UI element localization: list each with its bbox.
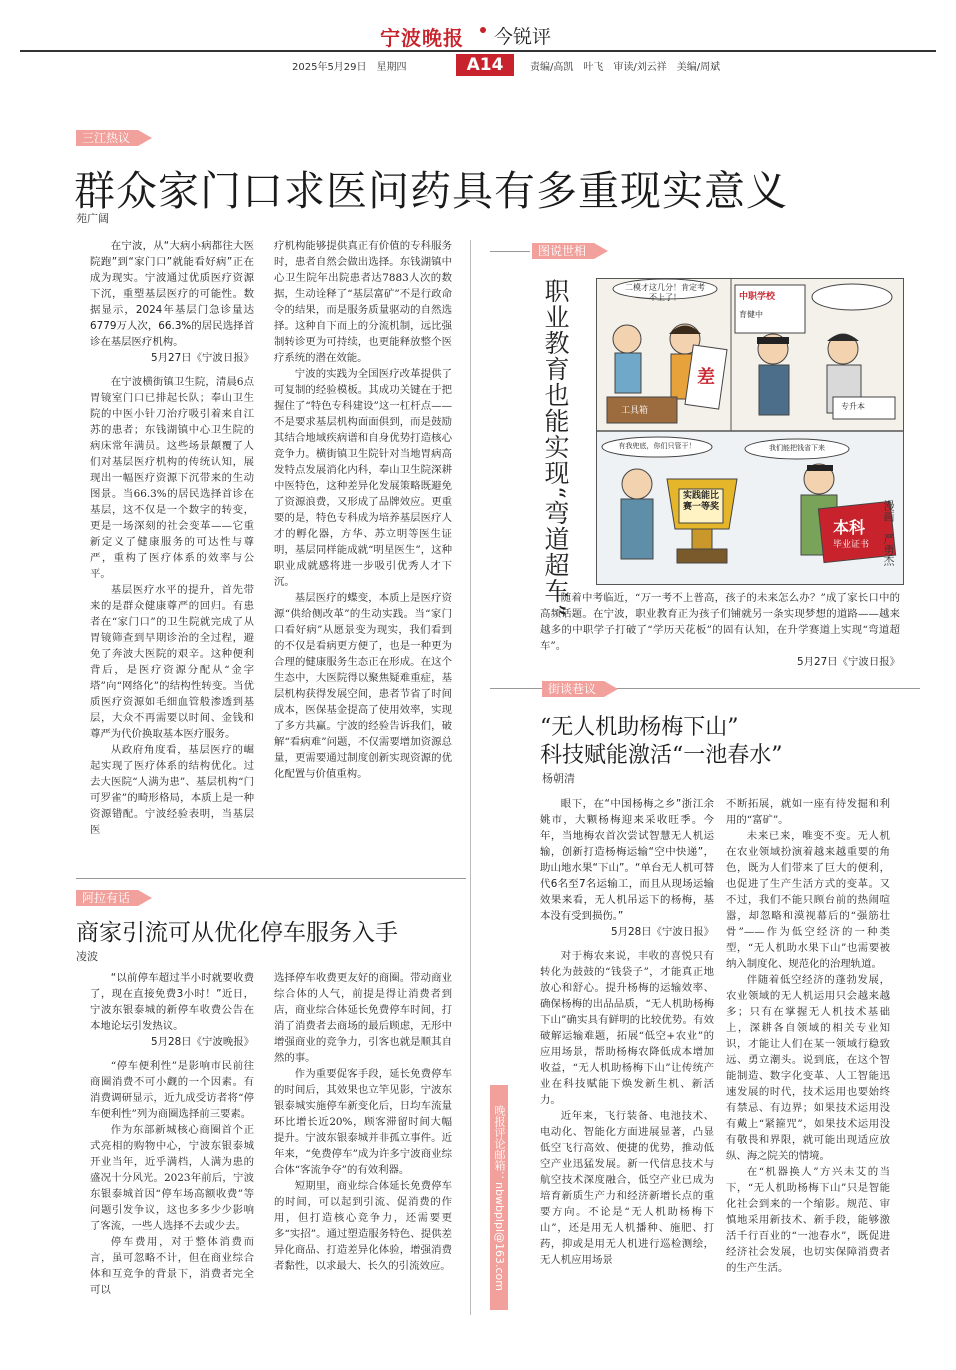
article1-paragraph: 宁波的实践为全国医疗改革提供了可复制的经验模板。其成功关键在于把握住了“特色专科建设”这一杠杆点——不是要求基层机构面面俱到，而是鼓励其结合地域疾病谱和自身优势打造核心竞争力。横街镇卫生院针对当地胃病高发特点发展消化内科，奉山卫生院深耕中医特色，这种差异化发展策略既避免了资源浪费，又形成了品牌效应。更重要的是，特色专科成为培养基层医疗人才的孵化器，方华、苏立明等医生证明，基层同样能成就“明星医生”，这种职业成就感将进一步吸引优秀人才下沉。 <box>274 368 452 588</box>
opinion-email-bar: 晚报评论邮箱：nbwbplpl@163.com <box>490 1085 508 1310</box>
cartoon-speech-1: 二模才这几分！肯定考不上了！ <box>625 283 705 302</box>
article2-paragraph: 对于梅农来说，丰收的喜悦只有转化为鼓鼓的“钱袋子”，才能真正地放心和舒心。提升杨梅的运输效率、确保杨梅的出品品质，“无人机助杨梅下山”确实具有鲜明的比较优势。有效破解运输难题，拓展“低空+农业”的应用场景，帮助杨梅农降低成本增加收益，“无人机助杨梅下山”让传统产业在科技赋能下焕发新生机、新活力。 <box>540 950 714 1106</box>
masthead-dot <box>480 27 486 33</box>
article2-paragraph: 近年来，飞行装备、电池技术、电动化、智能化方面进展显著，凸显低空飞行高效、便捷的优势，推动低空产业迅猛发展。新一代信息技术与航空技术深度融合，低空产业已成为培育新质生产力和经济新增长点的重要方向。不论是“无人机助杨梅下山”，还是用无人机播种、施肥、打药，抑或是用无人机进行巡检测绘，无人机应用场景 <box>540 1110 714 1266</box>
article2-lead: 眼下，在“中国杨梅之乡”浙江余姚市，大颗杨梅迎来采收旺季。今年，当地梅农首次尝试智慧无人机运输，创新打造杨梅运输“空中快递”，助山地水果“下山”。“单台无人机可替代6名至7名运输工，而且从现场运输效果来看，无人机吊运下的杨梅，基本没有受到损伤。” <box>540 798 714 922</box>
cartoon-school-sub: 育健中 <box>739 310 763 319</box>
article2-headline-line1: “无人机助杨梅下山” <box>540 715 739 740</box>
article1-column-1 <box>90 238 254 850</box>
article1-author: 苑广阔 <box>76 212 109 225</box>
article2-paragraph: 不断拓展，就如一座有待发掘和利用的“富矿”。 <box>726 798 890 826</box>
article2-author: 杨朝清 <box>542 772 575 785</box>
cartoon-speech-3: 我们能把钱省下来 <box>769 444 825 452</box>
column-name: 今锐评 <box>494 26 552 48</box>
article1-paragraph: 基层医疗的蝶变，本质上是医疗资源“供给侧改革”的生动实践。当“家门口看好病”从愿景变为现实，我们看到的不仅是看病更方便了，也是一种更为合理的健康服务生态正在形成。在这个生态中，大医院得以聚焦疑难重症，基层机构获得发展空间，患者节省了时间成本，医保基金提高了使用效率，实现了多方共赢。宁波的经验告诉我们，破解“看病难”问题，不仅需要增加资源总量，更需要通过制度创新实现资源的优化配置与价值重构。 <box>274 592 452 780</box>
section-tag-tushuo: 图说世相 <box>532 243 594 259</box>
cartoon-upgrade-label: 专升本 <box>841 402 865 411</box>
cartoon-illustration <box>596 278 904 585</box>
cartoon-source: 5月27日《宁波日报》 <box>797 656 900 668</box>
section-divider <box>76 878 466 879</box>
page-number: A14 <box>456 54 514 76</box>
article2-paragraph: 在“机器换人”方兴未艾的当下，“无人机助杨梅下山”只是智能化社会到来的一个缩影。规范、审慎地采用新技术、新手段，能够激活千行百业的“一池春水”，既促进经济社会发展，也切实保障消费者的生产生活。 <box>726 1166 890 1274</box>
section-tag-ala: 阿拉有话 <box>76 890 138 906</box>
newspaper-logo: 宁波晚报 <box>380 26 464 50</box>
cartoon-trophy-label: 实践能比赛一等奖 <box>682 491 719 512</box>
article3-column-1 <box>90 970 254 1320</box>
article1-paragraph: 疗机构能够提供真正有价值的专科服务时，患者自然会做出选择。东钱湖镇中心卫生院年出院患者达7883人次的数据，生动诠释了“基层富矿”不是行政命令的结果，而是服务质量驱动的自然选择。这种自下而上的分流机制，远比强制转诊更为可持续，也更能释放整个医疗系统的潜在效能。 <box>274 240 452 364</box>
article3-paragraph: 短期里，商业综合体延长免费停车的时间，可以起到引流、促消费的作用，但打造核心竞争力，还需要更多“实招”。通过塑造服务特色、提供差异化商品、打造差异化体验，增强消费者黏性，以求最大、长久的引流效应。 <box>274 1180 452 1272</box>
article1-paragraph: 从政府角度看，基层医疗的崛起实现了医疗体系的结构优化。过去大医院“人满为患”、基层机构“门可罗雀”的畸形格局，本质上是一种资源错配。宁波经验表明，当基层医 <box>90 744 254 836</box>
cartoon-diploma-sub: 毕业证书 <box>833 540 870 550</box>
article3-paragraph: 停车费用，对于整体消费而言，虽可忽略不计，但在商业综合体和互竞争的背景下，消费者完全可以 <box>90 1236 254 1296</box>
article1-source: 5月27日《宁波日报》 <box>151 352 254 364</box>
article3-source: 5月28日《宁波晚报》 <box>151 1036 254 1048</box>
cartoon-credit: 漫画 严勇杰 <box>882 500 895 566</box>
section-tag-jietan: 街谈巷议 <box>542 681 604 697</box>
cartoon-caption-block <box>540 590 900 668</box>
article1-headline: 群众家门口求医问药具有多重现实意义 <box>74 167 788 215</box>
article3-headline: 商家引流可从优化停车服务入手 <box>76 920 398 946</box>
cartoon-caption: 随着中考临近，“万一考不上普高，孩子的未来怎么办？”成了家长口中的高频话题。在宁波，职业教育正为孩子们铺就另一条实现梦想的道路——越来越多的中职学子打破了“学历天花板”的固有认知，在升学赛道上实现“弯道超车”。 <box>540 592 900 652</box>
article2-source: 5月28日《宁波日报》 <box>611 926 714 938</box>
article3-paragraph: 作为东部新城核心商圈首个正式亮相的购物中心，宁波东银泰城开业当年，近乎满档，人满为患的盛况十分风光。2023年前后，宁波东银泰城首因“停车场高额收费”等问题引发争议，这也多多少少影响了客流，一些人选择不去或少去。 <box>90 1124 254 1232</box>
article3-column-2 <box>274 970 452 1320</box>
cartoon-speech-2: 有我兜底，你们只管干！ <box>618 442 696 450</box>
editors-line: 责编/高凯 叶飞 审读/刘云祥 美编/周斌 <box>530 62 721 73</box>
article3-paragraph: 作为重要促客手段，延长免费停车的时间后，其效果也立竿见影，宁波东银泰城实施停车新变化后，日均车流量环比增长近20%，顾客滞留时间大幅提升。宁波东银泰城并非孤立事件。近年来，“免费停车”成为许多宁波商业综合体“客流争夺”的有效利器。 <box>274 1068 452 1176</box>
article3-paragraph: 选择停车收费更友好的商圈。带动商业综合体的人气，前提是得让消费者到店，商业综合体延长免费停车时间，打消了消费者去商场的最后顾虑，无形中增强商业的竞争力，引客也就是顺其自然的事。 <box>274 972 452 1064</box>
article2-paragraph: 伴随着低空经济的蓬勃发展，农业领域的无人机运用只会越来越多；只有在掌握无人机技术基础上，深耕各自领域的相关专业知识，才能让人们在某一领域行稳致远、勇立潮头。说到底，在这个智能制造、数字化变革、人工智能迅速发展的时代，技术运用也要始终有禁忌、有边界；如果技术运用没有戴上“紧箍咒”，如果技术运用没有敬畏和界限，就可能出现适应放纵、海之院关的情境。 <box>726 974 890 1162</box>
cartoon-toolbox-label: 工具箱 <box>621 406 649 416</box>
article2-column-1 <box>540 796 714 1316</box>
article2-headline-line2: 科技赋能激活“一池春水” <box>540 743 783 768</box>
column-divider <box>470 240 471 1315</box>
cartoon-school-sign: 中职学校 <box>739 292 776 302</box>
article1-lead: 在宁波，从“大病小病都往大医院跑”到“家门口”就能看好病”正在成为现实。宁波通过优质医疗资源下沉，重塑基层医疗的可能性。数据显示，2024年基层门急诊量达6779万人次，66.3%的居民选择首诊在基层医疗机构。 <box>90 240 254 348</box>
article1-column-2 <box>274 238 452 850</box>
article3-author: 凌波 <box>76 950 98 963</box>
article3-paragraph: “停车便利性”是影响市民前往商圈消费不可小觑的一个因素。有消费调研显示，近九成受访者将“停车便利性”列为商圈选择前三要素。 <box>90 1060 254 1120</box>
section-tag-sanjiang: 三江热议 <box>76 130 138 146</box>
article3-lead: “以前停车超过半小时就要收费了，现在直接免费3小时！”近日，宁波东银泰城的新停车收费公告在本地论坛引发热议。 <box>90 972 254 1032</box>
tag-leader-line <box>490 251 530 252</box>
article2-column-2 <box>726 796 890 1316</box>
article1-paragraph: 在宁波横街镇卫生院，清晨6点胃镜室门口已排起长队；奉山卫生院的中医小针刀治疗吸引着来自江苏的患者；东钱湖镇中心卫生院的病床常年满员。这些场景颠覆了人们对基层医疗机构的传统认知，展现出一幅医疗资源下沉带来的生动图景。当66.3%的居民选择首诊在基层，这不仅是一个数字的转变，更是一场深刻的社会变革——它重新定义了健康服务的可达性与尊严，重构了医疗体系的效率与公平。 <box>90 376 254 580</box>
cartoon-title: 职业教育也能实现“弯道超车” <box>541 278 570 618</box>
cartoon-exam-grade: 差 <box>697 367 715 388</box>
issue-date: 2025年5月29日 星期四 <box>292 62 407 73</box>
article1-paragraph: 基层医疗水平的提升，首先带来的是群众健康尊严的回归。有患者在“家门口”的卫生院就完成了从胃镜筛查到早期诊治的全过程，避免了奔波大医院的艰辛。这种便利背后，是医疗资源分配从“金字塔”向“网络化”的结构性转变。当优质医疗资源如毛细血管般渗透到基层，大众不再需要以时间、金钱和尊严为代价换取基本医疗服务。 <box>90 584 254 740</box>
cartoon-diploma-title: 本科 <box>833 518 866 537</box>
article2-paragraph: 未来已来，唯变不变。无人机在农业领域扮演着越来越重要的角色，既为人们带来了巨大的便利，也促进了生产生活方式的变革。又不过，我们不能只顾台前的热闹喧嚣，却忽略和漠视幕后的“强筋壮骨”——作为低空经济的一种类型，“无人机助水果下山”也需要被纳入制度化、规范化的治理轨道。 <box>726 830 890 970</box>
masthead-rule <box>20 50 936 52</box>
